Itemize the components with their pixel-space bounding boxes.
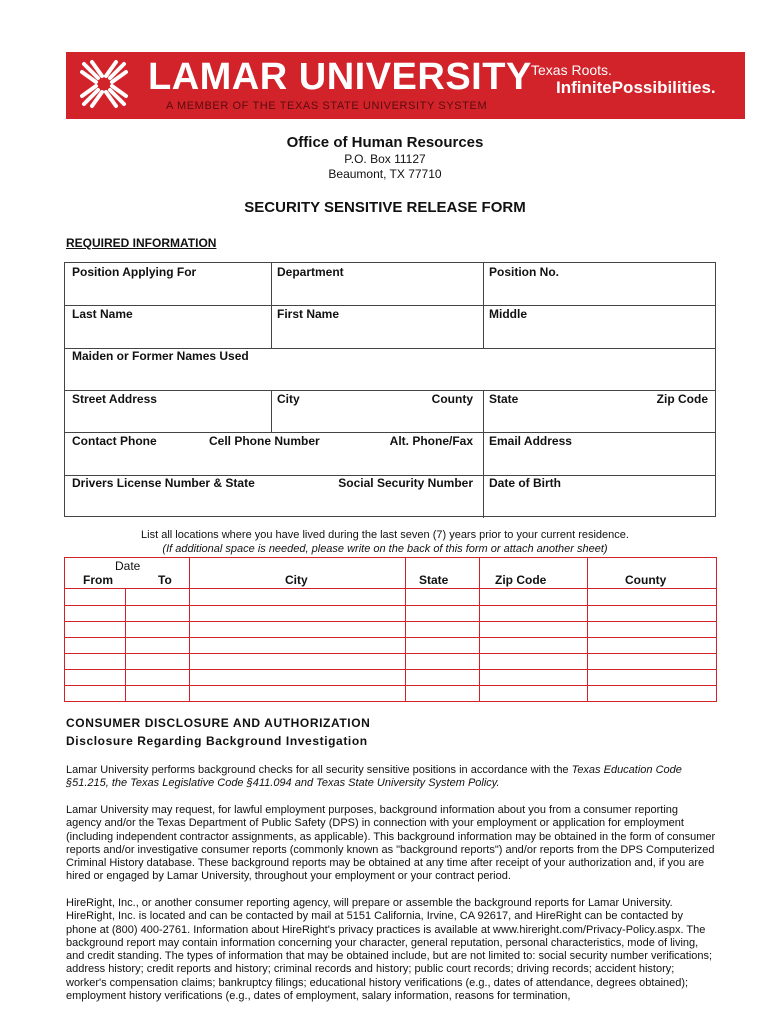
first-name-field[interactable]: First Name (277, 307, 340, 321)
county-field[interactable]: County (431, 392, 473, 406)
ssn-field[interactable]: Social Security Number (338, 476, 473, 490)
disclosure-paragraph-3: HireRight, Inc., or another consumer reporting agency, will prepare or assemble the background reports for Lamar University. HireRight, Inc. is located and can be contacted by mail at 5151 California, Irvine, CA 92617, and HireRight can be contacted by phone at (800) 400-2761. Information about HireRight's privacy practices is available at www.hireright.com/Privacy-Policy.aspx. The background report may contain information concerning your character, general reputation, personal characteristics, mode of living, and credit standing. The types of information that may be obtained include, but are not limited to: social security number verifications; address history; credit reports and history; criminal records and history; public court records; driving records; accident history; worker's compensation claims; bankruptcy filings; educational history verifications (e.g., dates of attendance, degrees obtained); employment history verifications (e.g., dates of employment, salary information, reasons for termination, (66, 897, 713, 1003)
last-name-field[interactable]: Last Name (72, 307, 133, 321)
university-banner (66, 52, 745, 119)
county-column-header: County (625, 573, 667, 587)
office-city-line: Beaumont, TX 77710 (328, 167, 442, 181)
maiden-names-field[interactable]: Maiden or Former Names Used (72, 349, 249, 363)
state-column-header: State (419, 573, 449, 587)
tagline-top: Texas Roots. (531, 62, 612, 78)
department-field[interactable]: Department (277, 265, 344, 279)
date-column-header: Date (115, 559, 141, 573)
required-info-table (64, 262, 716, 517)
state-field[interactable]: State (489, 392, 519, 406)
consumer-disclosure-heading: CONSUMER DISCLOSURE AND AUTHORIZATION (66, 716, 371, 730)
paragraph-1-legal-reference: Texas Education Code §51.215, the Texas Legislative Code §411.094 and Texas State University System Policy. (66, 764, 682, 790)
residence-history-table (64, 557, 717, 702)
cell-phone-field[interactable]: Cell Phone Number (209, 434, 320, 448)
position-no-field[interactable]: Position No. (489, 265, 559, 279)
from-column-header: From (83, 573, 113, 587)
required-info-heading: REQUIRED INFORMATION (66, 236, 217, 250)
drivers-license-field[interactable]: Drivers License Number & State (72, 476, 255, 490)
residence-instruction: List all locations where you have lived during the last seven (7) years prior to your current residence. (141, 529, 629, 541)
office-name: Office of Human Resources (286, 134, 484, 151)
email-field[interactable]: Email Address (489, 434, 572, 448)
member-line: A MEMBER OF THE TEXAS STATE UNIVERSITY SYSTEM (166, 100, 488, 112)
contact-phone-field[interactable]: Contact Phone (72, 434, 157, 448)
disclosure-subheading: Disclosure Regarding Background Investigation (66, 734, 368, 748)
zip-column-header: Zip Code (495, 573, 547, 587)
residence-note: (If additional space is needed, please write on the back of this form or attach another sheet) (162, 543, 608, 555)
paragraph-1-text: Lamar University performs background checks for all security sensitive positions in accordance with the (66, 764, 572, 776)
form-title: SECURITY SENSITIVE RELEASE FORM (244, 199, 526, 216)
date-of-birth-field[interactable]: Date of Birth (489, 476, 561, 490)
street-address-field[interactable]: Street Address (72, 392, 157, 406)
city-field[interactable]: City (277, 392, 300, 406)
position-applying-field[interactable]: Position Applying For (72, 265, 197, 279)
disclosure-paragraph-1 (66, 764, 716, 791)
alt-phone-field[interactable]: Alt. Phone/Fax (389, 434, 473, 448)
university-name: LAMAR UNIVERSITY (148, 56, 532, 98)
office-po-box: P.O. Box 11127 (344, 152, 426, 166)
city-column-header: City (285, 573, 308, 587)
lamar-logo-icon (78, 58, 130, 110)
to-column-header: To (158, 573, 172, 587)
zip-code-field[interactable]: Zip Code (656, 392, 708, 406)
tagline-bottom: InfinitePossibilities. (556, 78, 716, 97)
middle-name-field[interactable]: Middle (489, 307, 527, 321)
disclosure-paragraph-2: Lamar University may request, for lawful employment purposes, background information about you from a consumer reporting agency and/or the Texas Department of Public Safety (DPS) in connection with your employment or application for employment (including independent contractor assignments, as applicable). This background information may be obtained in the form of consumer reports and/or investigative consumer reports (commonly known as "background reports") and/or reports from the DPS Computerized Criminal History database. These background reports may be obtained at any time after receipt of your authorization and, if you are hired or engaged by Lamar University, throughout your employment or your contract period. (66, 804, 716, 883)
